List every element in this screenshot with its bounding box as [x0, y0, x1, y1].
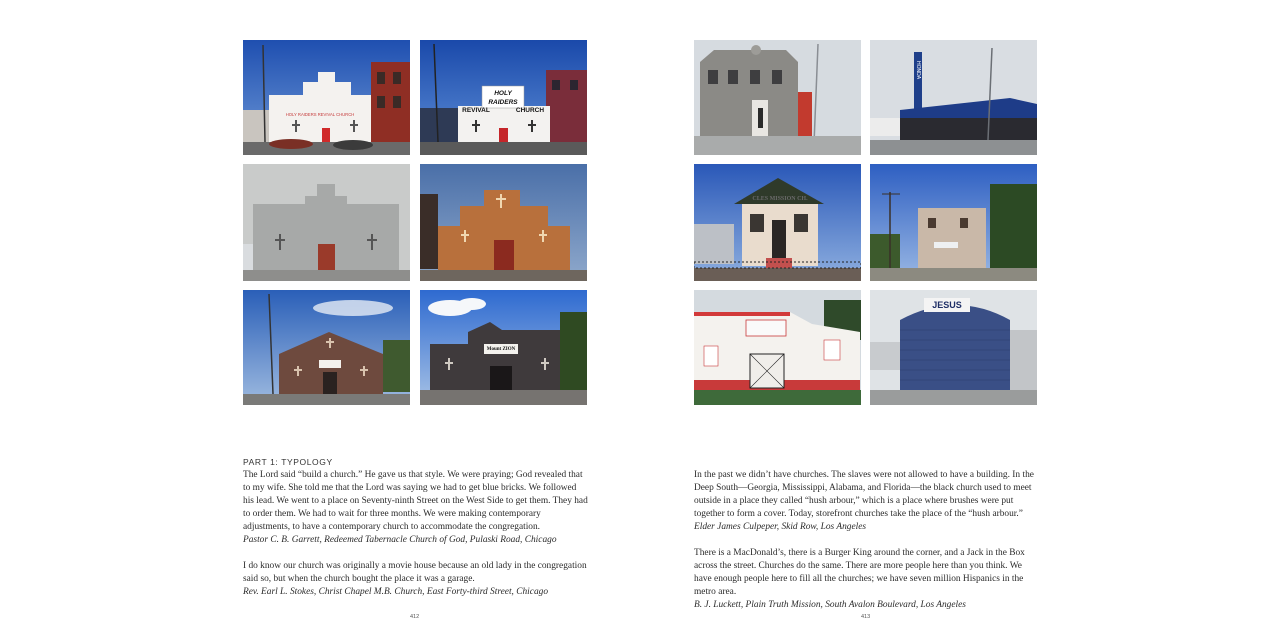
holy-raiders-banner-text: HOLY RAIDERS REVIVAL CHURCH	[285, 112, 355, 117]
photo-holy-raiders-white-church	[243, 40, 410, 155]
photo-mount-zion-blue-brick-church	[420, 290, 587, 405]
right-quote-1	[694, 469, 1040, 534]
jesus-sign-text: JESUS	[932, 300, 962, 310]
left-quote-2	[243, 560, 589, 599]
honda-sign-text: HONDA	[915, 60, 921, 80]
mission-sign-text: CLES MISSION CH.	[752, 196, 808, 202]
right-quote-2	[694, 547, 1040, 612]
quote-attribution: Elder James Culpeper, Skid Row, Los Angeles	[694, 522, 867, 532]
holy-raiders-top-line-1: HOLY	[494, 90, 512, 97]
quote-text: There is a MacDonald’s, there is a Burger King around the corner, and a Jack in the Box across the street. Churches do the same. There are more people here than you think. We have enough people here to fill all the churches; we have seven million Hispanics in the metro area.	[694, 548, 1025, 597]
section-label: PART 1: TYPOLOGY	[243, 457, 333, 467]
photo-white-red-storefront-church	[694, 290, 861, 405]
photo-holy-raiders-revival-church	[420, 40, 587, 155]
quote-text: I do know our church was originally a movie house because an old lady in the congregation said so, but when the church bought the place it was a garage.	[243, 561, 587, 584]
quote-attribution: B. J. Luckett, Plain Truth Mission, South Avalon Boulevard, Los Angeles	[694, 600, 966, 610]
photo-honda-dealership-blue-roof	[870, 40, 1037, 155]
holy-raiders-bottom-line-1: REVIVAL	[462, 107, 490, 114]
quote-text: The Lord said “build a church.” He gave us that style. We were praying; God revealed that to my wife. She told me that the Lord was saying we had to get blue bricks. We followed his lead. We went to a place on Seventy-ninth Street on the West Side to get them. They had to order them. We had to wait for three months. We were making contemporary adjustments, to have a contemporary church to accommodate the congregation.	[243, 470, 588, 532]
photo-tan-block-building	[870, 164, 1037, 281]
page-number-left: 412	[410, 614, 420, 620]
left-quote-1	[243, 469, 589, 547]
holy-raiders-bottom-line-2: CHURCH	[515, 107, 545, 114]
photo-orange-brick-church	[420, 164, 587, 281]
photo-grey-stucco-church	[243, 164, 410, 281]
mount-zion-sign-text: Mount ZION	[486, 347, 516, 352]
quote-attribution: Rev. Earl L. Stokes, Christ Chapel M.B. Church, East Forty-third Street, Chicago	[243, 587, 549, 597]
photo-grey-corner-building	[694, 40, 861, 155]
quote-attribution: Pastor C. B. Garrett, Redeemed Tabernacle Church of God, Pulaski Road, Chicago	[243, 535, 557, 545]
photo-small-mission-church-house	[694, 164, 861, 281]
page-number-right: 413	[861, 614, 871, 620]
holy-raiders-top-line-2: RAIDERS	[488, 99, 518, 106]
quote-text: In the past we didn’t have churches. The slaves were not allowed to have a building. In the Deep South—Georgia, Mississippi, Alabama, and Florida—the black church used to meet outside in a place they called “hush arbour,” which is a place where brushes were put together to form a cover. Today, storefront churches take the place of the “hush arbour.”	[694, 470, 1034, 519]
photo-brown-brick-church-streetlight	[243, 290, 410, 405]
photo-jesus-blue-shuttered-building	[870, 290, 1037, 405]
